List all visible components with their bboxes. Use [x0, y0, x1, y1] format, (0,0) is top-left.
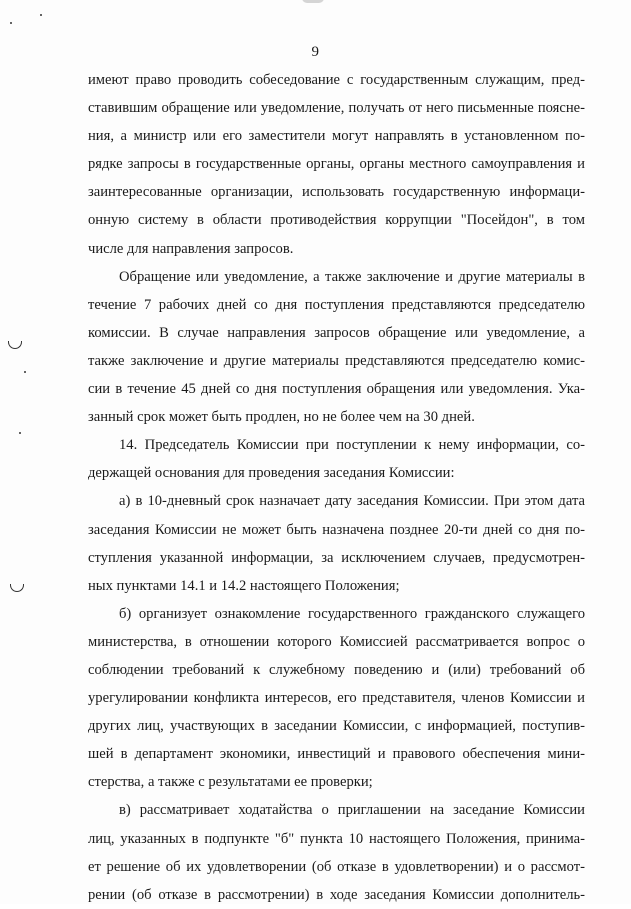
text-line: заинтересованные организации, использовать государственную информаци- [88, 184, 585, 201]
text-line: онную систему в области противодействия коррупции "Посейдон", в том [88, 212, 585, 229]
text-line: Обращение или уведомление, а также заключение и другие материалы в [119, 268, 585, 285]
text-line: стерства, а также с результатами ее проверки; [88, 774, 373, 791]
scan-artifact [8, 341, 22, 349]
text-line: числе для направления запросов. [88, 240, 294, 257]
text-line: б) организует ознакомление государственного гражданского служащего [119, 605, 585, 622]
text-line: рении (об отказе в рассмотрении) в ходе заседания Комиссии дополнитель- [88, 886, 585, 903]
scan-artifact [10, 584, 24, 592]
text-line: шей в департамент экономики, инвестиций и правового обеспечения мини- [88, 746, 585, 763]
text-line: министерства, в отношении которого Комиссией рассматривается вопрос о [88, 633, 585, 650]
document-body [88, 66, 585, 909]
text-line: течение 7 рабочих дней со дня поступления представляются председателю [88, 296, 585, 313]
text-line: лиц, указанных в подпункте "б" пункта 10 настоящего Положения, принима- [88, 830, 585, 847]
text-line: также заключение и другие материалы представляются председателю комис- [88, 352, 585, 369]
scan-artifact [10, 22, 12, 24]
text-line: сии в течение 45 дней со дня поступления обращения или уведомления. Ука- [88, 381, 585, 398]
text-line: рядке запросы в государственные органы, органы местного самоуправления и [88, 156, 585, 173]
text-line: занный срок может быть продлен, но не более чем на 30 дней. [88, 409, 475, 426]
scan-artifact [24, 371, 26, 373]
scan-artifact [19, 432, 21, 434]
text-line: урегулировании конфликта интересов, его представителя, членов Комиссии и [88, 690, 585, 707]
text-line: ных пунктами 14.1 и 14.2 настоящего Положения; [88, 577, 400, 594]
text-line: 14. Председатель Комиссии при поступлении к нему информации, со- [119, 437, 585, 454]
scan-artifact [40, 14, 42, 16]
text-line: имеют право проводить собеседование с государственным служащим, пред- [88, 72, 585, 88]
text-line: заседания Комиссии не может быть назначена позднее 20-ти дней со дня по- [88, 521, 585, 538]
text-line: ставившим обращение или уведомление, получать от него письменные поясне- [88, 100, 585, 117]
text-line: других лиц, участвующих в заседании Комиссии, с информацией, поступив- [88, 718, 585, 735]
text-line: ступления указанной информации, за исключением случаев, предусмотрен- [88, 549, 585, 566]
text-line: ния, а министр или его заместители могут направлять в установленном по- [88, 128, 585, 145]
text-line: а) в 10-дневный срок назначает дату заседания Комиссии. При этом дата [119, 493, 585, 510]
scan-artifact [302, 0, 324, 3]
text-line: в) рассматривает ходатайства о приглашении на заседание Комиссии [119, 802, 585, 819]
page-number: 9 [311, 44, 320, 60]
text-line: держащей основания для проведения заседания Комиссии: [88, 465, 455, 482]
text-line: ет решение об их удовлетворении (об отказе в удовлетворении) и о рассмот- [88, 858, 585, 875]
text-line: комиссии. В случае направления запросов обращение или уведомление, а [88, 324, 585, 341]
text-line: соблюдении требований к служебному поведению и (или) требований об [88, 661, 585, 678]
